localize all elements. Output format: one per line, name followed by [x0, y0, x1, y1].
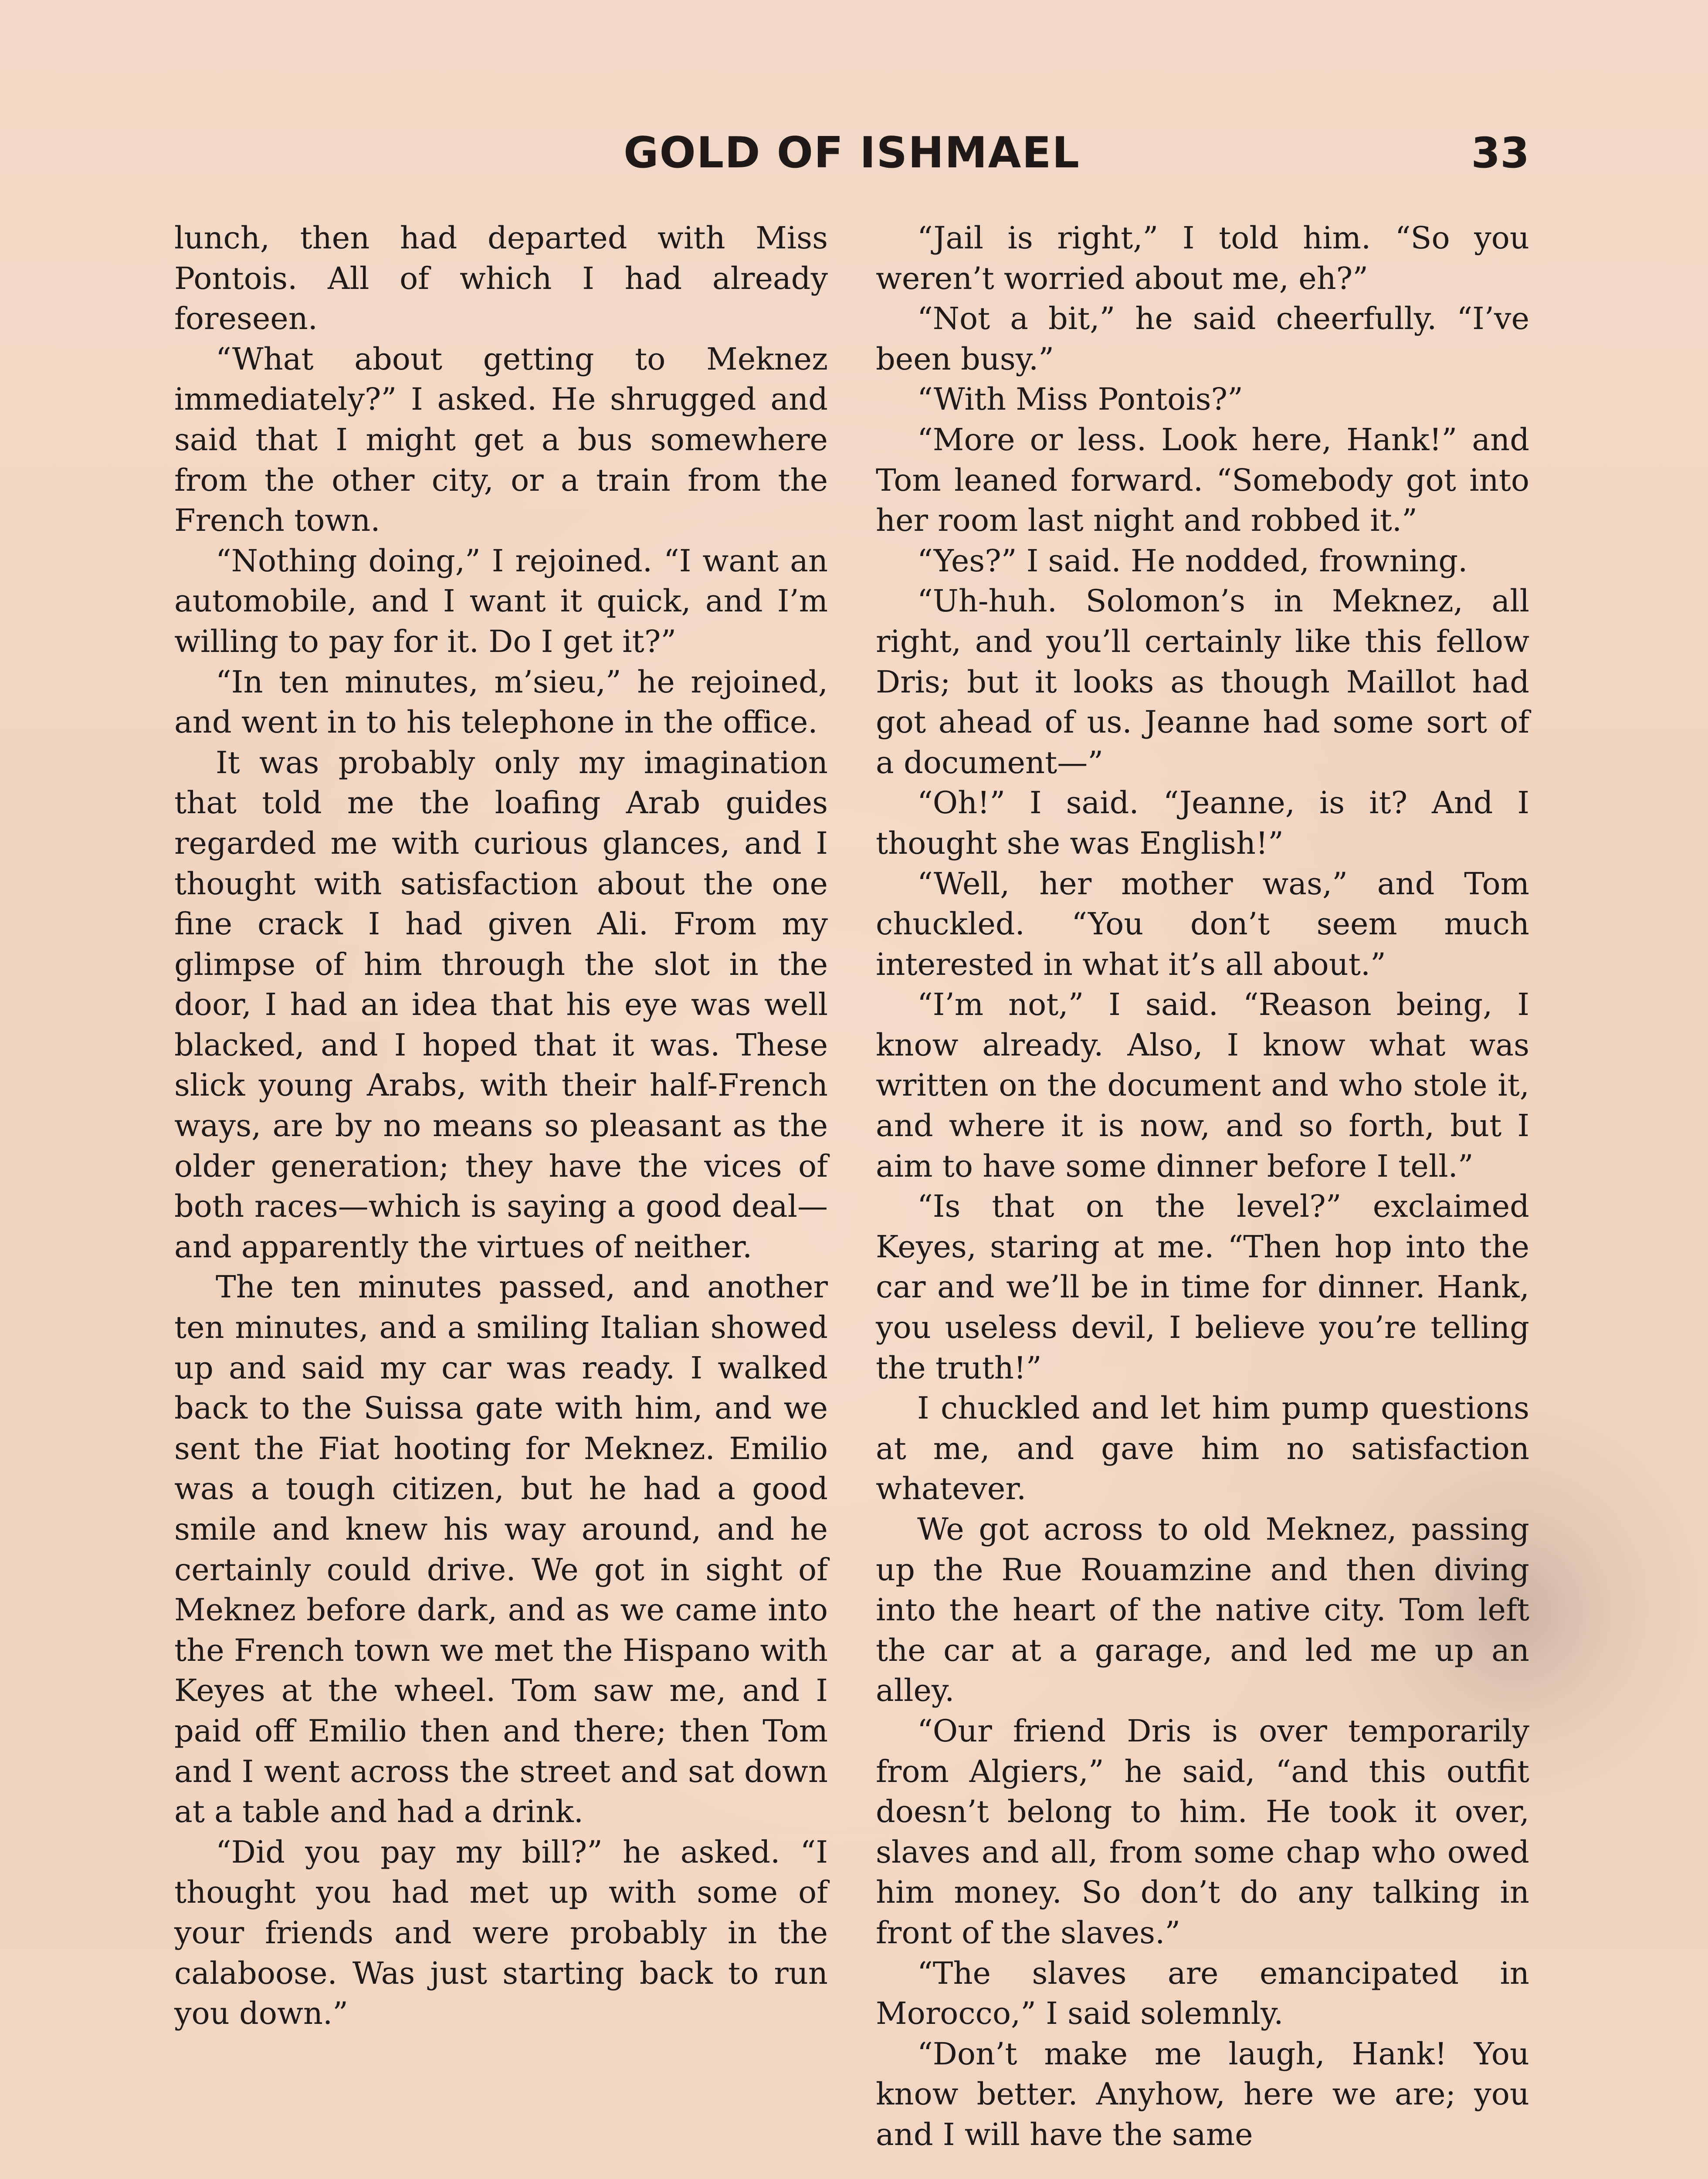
running-title: GOLD OF ISHMAEL: [624, 128, 1080, 178]
paragraph: “More or less. Look here, Hank!” and Tom leaned forward. “Somebody got into her room last night and robbed it.”: [876, 421, 1529, 539]
paragraph: “With Miss Pontois?”: [917, 381, 1243, 417]
paragraph: “Don’t make me laugh, Hank! You know better. Anyhow, here we are; you and I will have the same: [876, 2036, 1529, 2152]
running-header: [174, 125, 1529, 181]
paragraph: “Did you pay my bill?” he asked. “I thought you had met up with some of your friends and were probably in the calaboose. Was just starting back to run you down.”: [174, 1834, 828, 2032]
paragraph: “Not a bit,” he said cheerfully. “I’ve been busy.”: [876, 301, 1529, 377]
right-column: [876, 218, 1529, 2155]
left-column: [174, 218, 828, 2034]
paragraph: “Is that on the level?” exclaimed Keyes, staring at me. “Then hop into the car and we’ll be in time for dinner. Hank, you useless devil, I believe you’re telling the truth!”: [876, 1188, 1529, 1386]
paragraph: The ten minutes passed, and another ten minutes, and a smiling Italian showed up and said my car was ready. I walked back to the Suissa gate with him, and we sent the Fiat hooting for Meknez. Emilio was a tough citizen, but he had a good smile and knew his way around, and he certainly could drive. We got in sight of Meknez before dark, and as we came into the French town we met the Hispano with Keyes at the wheel. Tom saw me, and I paid off Emilio then and there; then Tom and I went across the street and sat down at a table and had a drink.: [174, 1269, 828, 1830]
paragraph: It was probably only my imagination that told me the loafing Arab guides regarded me with curious glances, and I thought with satisfaction about the one fine crack I had given Ali. From my glimpse of him through the slot in the door, I had an idea that his eye was well blacked, and I hoped that it was. These slick young Arabs, with their half-French ways, are by no means so pleasant as the older generation; they have the vices of both races—which is saying a good deal—and apparently the virtues of neither.: [174, 744, 828, 1265]
paragraph: “In ten minutes, m’sieu,” he rejoined, and went in to his telephone in the office.: [174, 664, 828, 740]
paragraph: “Our friend Dris is over temporarily from Algiers,” he said, “and this outfit doesn’t belong to him. He took it over, slaves and all, from some chap who owed him money. So don’t do any talking in front of the slaves.”: [876, 1713, 1529, 1951]
paragraph: “Nothing doing,” I rejoined. “I want an automobile, and I want it quick, and I’m willing to pay for it. Do I get it?”: [174, 543, 828, 659]
paragraph: “The slaves are emancipated in Morocco,” I said solemnly.: [876, 1955, 1529, 2032]
paragraph: “Well, her mother was,” and Tom chuckled. “You don’t seem much interested in what it’s all about.”: [876, 865, 1529, 982]
paragraph: “Uh-huh. Solomon’s in Meknez, all right, and you’ll certainly like this fellow Dris; but it looks as though Maillot had got ahead of us. Jeanne had some sort of a document—”: [876, 583, 1529, 781]
paragraph: “What about getting to Meknez immediately?” I asked. He shrugged and said that I might get a bus somewhere from the other city, or a train from the French town.: [174, 341, 828, 539]
page-number: 33: [1471, 129, 1529, 177]
paragraph: “Yes?” I said. He nodded, frowning.: [917, 543, 1468, 579]
paragraph: lunch, then had departed with Miss Pontois. All of which I had already foreseen.: [174, 220, 828, 337]
paragraph: “I’m not,” I said. “Reason being, I know already. Also, I know what was written on the document and who stole it, and where it is now, and so forth, but I aim to have some dinner before I tell.”: [876, 987, 1529, 1184]
paragraph: “Oh!” I said. “Jeanne, is it? And I thought she was English!”: [876, 785, 1529, 861]
paragraph: We got across to old Meknez, passing up the Rue Rouamzine and then diving into the heart of the native city. Tom left the car at a garage, and led me up an alley.: [876, 1511, 1529, 1709]
paragraph: I chuckled and let him pump questions at me, and gave him no satisfaction whatever.: [876, 1390, 1529, 1507]
paragraph: “Jail is right,” I told him. “So you weren’t worried about me, eh?”: [876, 220, 1529, 296]
